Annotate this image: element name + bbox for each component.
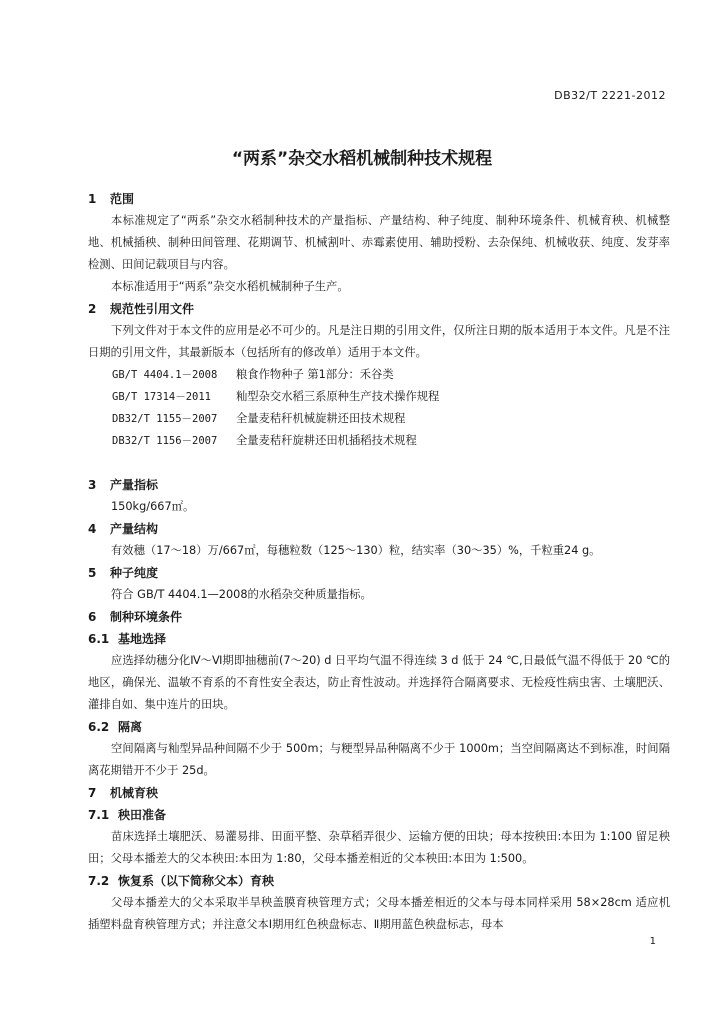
paragraph: 应选择幼穗分化Ⅳ～Ⅵ期即抽穗前(7～20) d 日平均气温不得连续 3 d 低于 24 ℃,日最低气温不得低于 20 ℃的地区，确保光、温敏不育系的不育性安全表达，防止育性波动。并选择符合隔离要求、无检疫性病虫害、土壤肥沃、灌排自如、集中连片的田块。 — [88, 654, 670, 711]
document-number: DB32/T 2221-2012 — [554, 89, 666, 102]
subsection-heading-6-2: 6.2 隔离 — [88, 720, 143, 734]
subsection-heading-7-2: 7.2 恢复系（以下简称父本）育秧 — [88, 874, 275, 888]
reference-item: GB/T 17314－2011 籼型杂交水稻三系原种生产技术操作规程 — [112, 390, 440, 403]
section-heading-7: 7 机械育秧 — [88, 786, 159, 800]
paragraph: 本标准适用于“两系”杂交水稻机械制种子生产。 — [111, 280, 349, 293]
reference-item: DB32/T 1156－2007 全量麦秸秆旋耕还田机插稻技术规程 — [112, 434, 417, 447]
reference-item: GB/T 4404.1－2008 粮食作物种子 第1部分：禾谷类 — [112, 368, 394, 381]
paragraph: 有效穗（17～18）万/667㎡，每穗粒数（125～130）粒，结实率（30～35）%，千粒重24 g。 — [111, 544, 601, 557]
section-heading-2: 2 规范性引用文件 — [88, 302, 195, 316]
section-heading-4: 4 产量结构 — [88, 522, 159, 536]
paragraph: 空间隔离与籼型异品种间隔不少于 500m；与粳型异品种隔离不少于 1000m；当空间隔离达不到标准，时间隔离花期错开不少于 25d。 — [88, 742, 670, 777]
reference-item: DB32/T 1155－2007 全量麦秸秆机械旋耕还田技术规程 — [112, 412, 406, 425]
section-heading-5: 5 种子纯度 — [88, 566, 159, 580]
section-heading-1: 1 范围 — [88, 192, 135, 206]
subsection-heading-6-1: 6.1 基地选择 — [88, 632, 167, 646]
paragraph: 父母本播差大的父本采取半旱秧盖膜育秧管理方式；父母本播差相近的父本与母本同样采用 58×28cm 适应机插塑料盘育秧管理方式；并注意父本Ⅰ期用红色秧盘标志、Ⅱ期用蓝色秧盘标志，母本 — [88, 896, 670, 931]
section-heading-3: 3 产量指标 — [88, 478, 159, 492]
spacer — [88, 452, 670, 474]
paragraph: 符合 GB/T 4404.1—2008的水稻杂交种质量指标。 — [111, 588, 372, 601]
paragraph: 下列文件对于本文件的应用是必不可少的。凡是注日期的引用文件，仅所注日期的版本适用于本文件。凡是不注日期的引用文件，其最新版本（包括所有的修改单）适用于本文件。 — [88, 324, 670, 359]
section-heading-6: 6 制种环境条件 — [88, 610, 183, 624]
paragraph: 苗床选择土壤肥沃、易灌易排、田面平整、杂草稻弄很少、运输方便的田块；母本按秧田:本田为 1:100 留足秧田；父母本播差大的父本秧田:本田为 1:80，父母本播差相近的父本秧田:本田为 1:500。 — [88, 830, 670, 865]
page-number: 1 — [649, 936, 656, 947]
subsection-heading-7-1: 7.1 秧田准备 — [88, 808, 167, 822]
paragraph: 150kg/667㎡。 — [111, 500, 195, 513]
paragraph: 本标准规定了“两系”杂交水稻制种技术的产量指标、产量结构、种子纯度、制种环境条件、机械育秧、机械整地、机械插秧、制种田间管理、花期调节、机械割叶、赤霉素使用、辅助授粉、去杂保纯、机械收获、纯度、发芽率检测、田间记载项目与内容。 — [88, 214, 670, 271]
document-title: “两系”杂交水稻机械制种技术规程 — [231, 149, 493, 169]
document-body — [88, 188, 670, 936]
